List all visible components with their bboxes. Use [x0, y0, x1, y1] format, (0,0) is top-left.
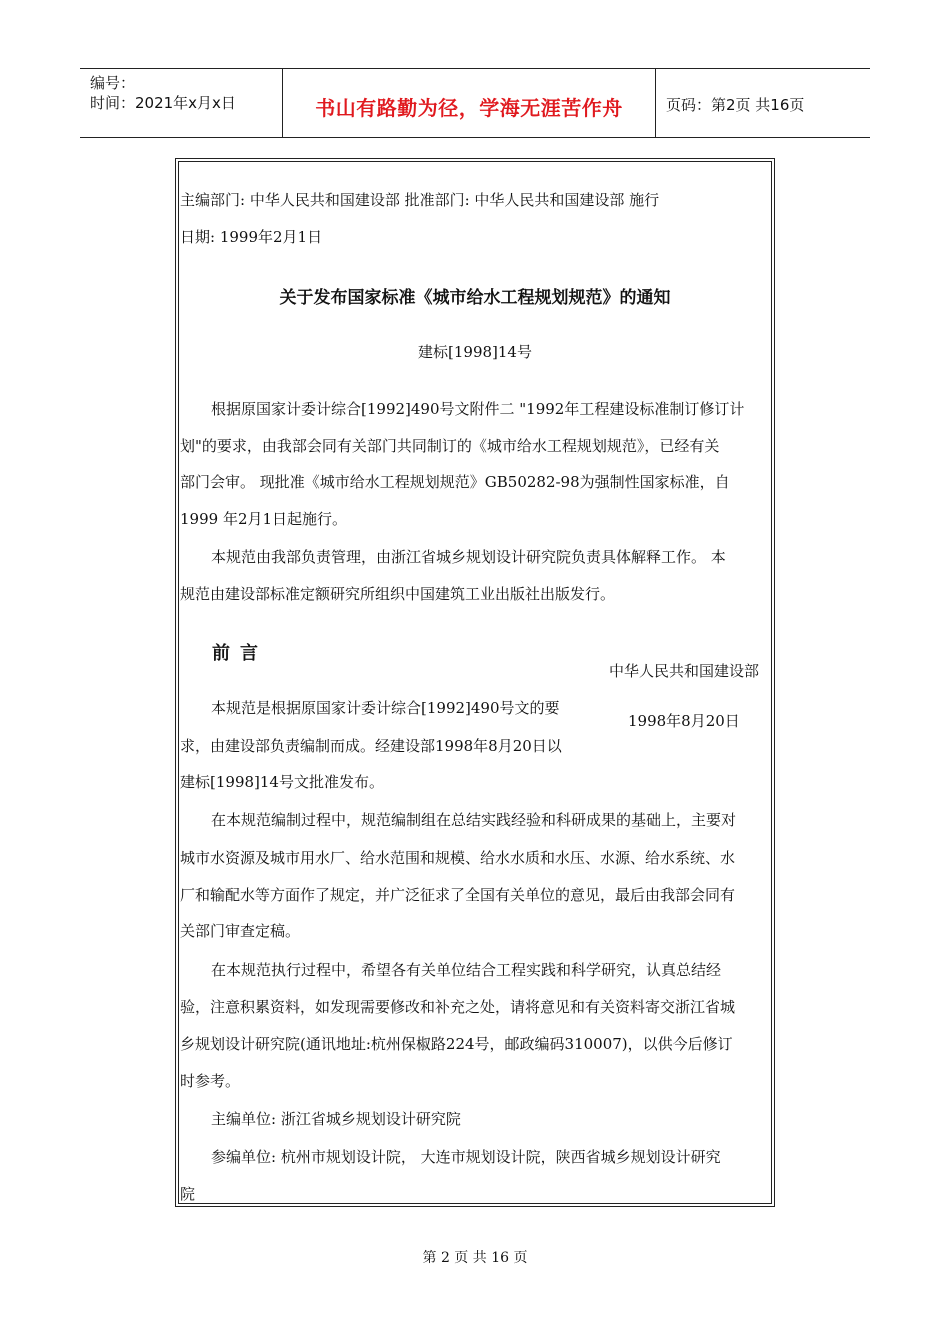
p4-line: 在本规范编制过程中，规范编制组在总结实践经验和科研成果的基础上，主要对 [211, 811, 737, 829]
p3-line: 求，由建设部负责编制而成。经建设部1998年8月20日以 [180, 737, 562, 755]
p4-line: 关部门审查定稿。 [180, 922, 301, 940]
number-label: 编号： [90, 74, 136, 92]
p2-line: 本规范由我部负责管理，由浙江省城乡规划设计研究院负责具体解释工作。 本 [211, 548, 726, 566]
p1-line: 部门会审。 现批准《城市给水工程规划规范》GB50282-98为强制性国家标准，自 [180, 473, 730, 491]
p5-line: 验，注意积累资料，如发现需要修改和补充之处，请将意见和有关资料寄交浙江省城 [180, 998, 736, 1016]
meta-line-2: 日期: 1999年2月1日 [180, 228, 323, 246]
p1-line: 根据原国家计委计综合[1992]490号文附件二 "1992年工程建设标准制订修订计 [211, 400, 745, 418]
chief-unit: 主编单位: 浙江省城乡规划设计研究院 [211, 1110, 461, 1128]
participating-unit-line: 院 [180, 1185, 196, 1203]
date-line: 时间：2021年x月x日 [90, 94, 236, 112]
p1-line: 1999 年2月1日起施行。 [180, 510, 348, 528]
p2-line: 规范由建设部标准定额研究所组织中国建筑工业出版社出版发行。 [180, 585, 616, 603]
p5-line: 乡规划设计研究院(通讯地址:杭州保椒路224号，邮政编码310007)，以供今后修订 [180, 1035, 733, 1053]
p3-line: 本规范是根据原国家计委计综合[1992]490号文的要 [211, 699, 560, 717]
issuer: 中华人民共和国建设部 [609, 662, 760, 680]
motto: 书山有路勤为径，学海无涯苦作舟 [315, 96, 623, 120]
participating-unit-line: 参编单位: 杭州市规划设计院， 大连市规划设计院，陕西省城乡规划设计研究 [211, 1148, 721, 1166]
document-number: 建标[1998]14号 [418, 343, 532, 361]
header-right-cell [656, 69, 870, 137]
notice-title: 关于发布国家标准《城市给水工程规划规范》的通知 [279, 288, 671, 308]
document-header [80, 68, 870, 138]
issue-date: 1998年8月20日 [628, 712, 740, 730]
meta-line-1: 主编部门: 中华人民共和国建设部 批准部门: 中华人民共和国建设部 施行 [180, 191, 660, 209]
p3-line: 建标[1998]14号文批准发布。 [180, 773, 384, 791]
p5-line: 在本规范执行过程中，希望各有关单位结合工程实践和科学研究，认真总结经 [211, 961, 722, 979]
page-info: 页码：第2页 共16页 [666, 96, 805, 114]
p1-line: 划"的要求，由我部会同有关部门共同制订的《城市给水工程规划规范》，已经有关 [180, 437, 720, 455]
page-footer: 第 2 页 共 16 页 [422, 1250, 528, 1266]
header-center-cell [283, 69, 656, 137]
p4-line: 厂和输配水等方面作了规定，并广泛征求了全国有关单位的意见，最后由我部会同有 [180, 886, 736, 904]
p5-line: 时参考。 [180, 1072, 241, 1090]
header-left-cell [80, 69, 283, 137]
p4-line: 城市水资源及城市用水厂、给水范围和规模、给水水质和水压、水源、给水系统、水 [180, 849, 736, 867]
foreword-heading: 前言 [212, 643, 268, 664]
